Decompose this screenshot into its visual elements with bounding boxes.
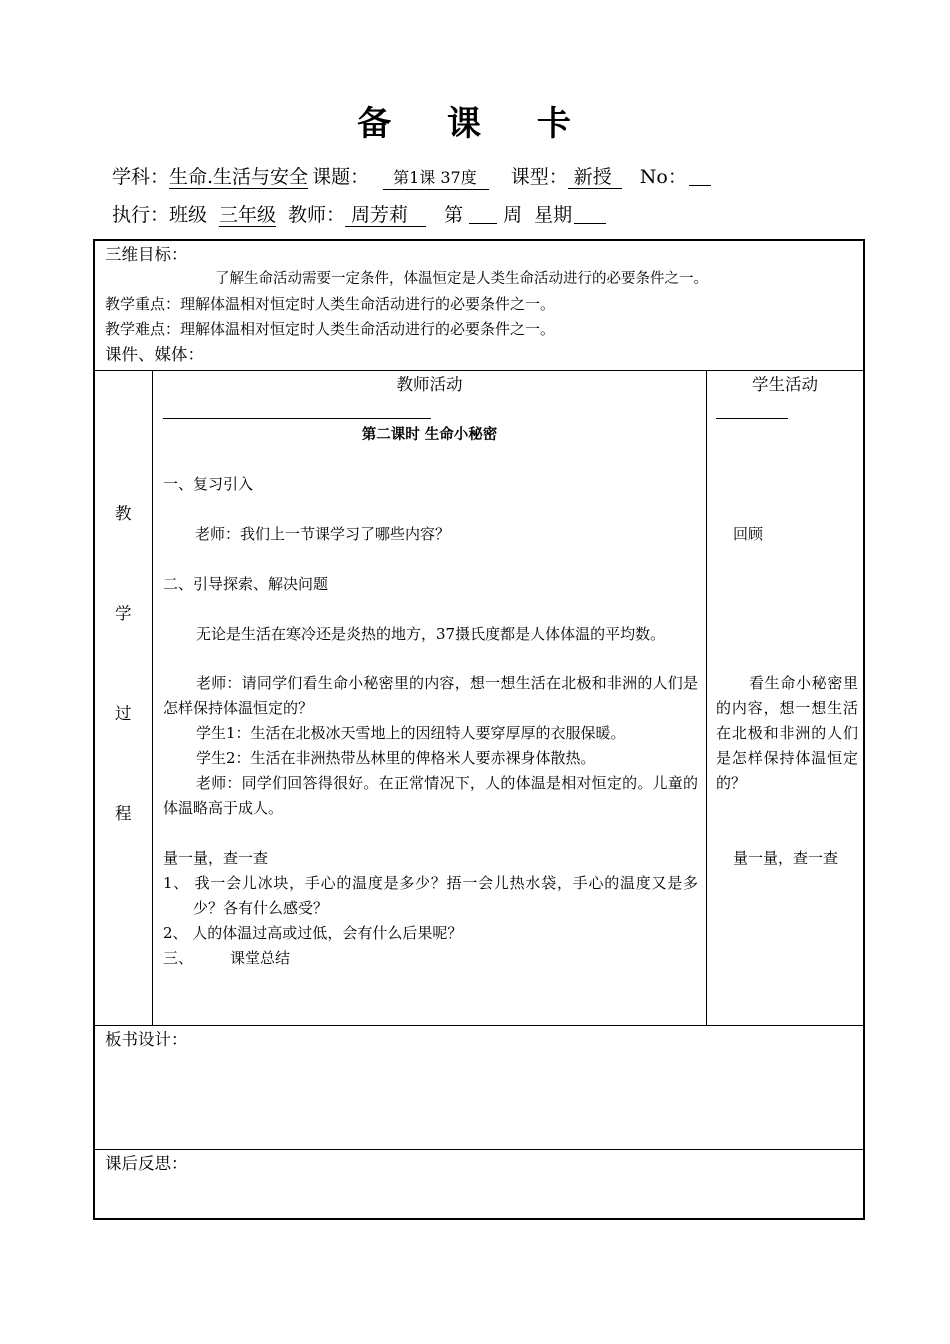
lesson-table <box>93 239 865 1220</box>
topic-value: 第1课 37度 <box>383 167 489 190</box>
weekday-blank <box>574 204 606 224</box>
paragraph: 学生2：生活在非洲热带丛林里的俾格米人要赤裸身体散热。 <box>196 749 596 767</box>
header-underline <box>716 418 788 419</box>
type-label: 课型： <box>510 166 568 188</box>
section-heading-text: 课堂总结 <box>230 949 291 967</box>
exec-label: 执行：班级 <box>112 204 208 226</box>
col-divider <box>152 370 153 1026</box>
paragraph: 老师：同学们回答得很好。在正常情况下，人的体温是相对恒定的。儿童的体温略高于成人。 <box>163 774 698 817</box>
student-activity-header: 学生活动 <box>752 375 818 394</box>
section-heading-num: 三、 <box>163 949 194 967</box>
type-value: 新授 <box>568 166 622 189</box>
teacher-activity-header: 教师活动 <box>396 375 463 394</box>
col-divider <box>706 370 707 1026</box>
week-blank <box>469 204 497 224</box>
question: 1、 我一会儿冰块，手心的温度是多少？捂一会儿热水袋，手心的温度又是多少？各有什么感受？ <box>163 874 698 917</box>
no-blank <box>689 166 711 186</box>
class-value: 三年级 <box>219 204 277 226</box>
topic-label: 课题： <box>312 166 370 188</box>
row-divider <box>95 1025 863 1026</box>
teacher-value: 周芳莉 <box>345 204 426 227</box>
section-heading: 一、复习引入 <box>163 475 254 493</box>
goals-text: 了解生命活动需要一定条件，体温恒定是人类生命活动进行的必要条件之一。 <box>215 271 708 287</box>
section-heading: 二、引导探索、解决问题 <box>163 575 329 593</box>
paragraph: 老师：请同学们看生命小秘密里的内容，想一想生活在北极和非洲的人们是怎样保持体温恒定的？ <box>163 674 698 717</box>
row-divider <box>95 370 863 371</box>
key-point: 教学重点：理解体温相对恒定时人类生命活动进行的必要条件之一。 <box>105 295 556 313</box>
student-note: 回顾 <box>733 525 764 543</box>
goals-label: 三维目标： <box>105 245 188 264</box>
side-char: 程 <box>115 804 132 823</box>
weekday-label: 星期 <box>534 204 573 226</box>
activity-heading: 量一量，查一查 <box>163 849 269 867</box>
side-char: 教 <box>115 504 132 523</box>
header-line-1 <box>112 165 711 190</box>
question: 2、 人的体温过高或过低，会有什么后果呢？ <box>163 924 463 942</box>
header-underline <box>163 418 431 419</box>
paragraph: 学生1：生活在北极冰天雪地上的因纽特人要穿厚厚的衣服保暖。 <box>196 724 626 742</box>
no-label: No： <box>639 166 687 188</box>
media-label: 课件、媒体： <box>105 345 204 364</box>
subject-label: 学科： <box>112 166 170 188</box>
subject-value: 生命.生活与安全 <box>169 166 309 188</box>
header-line-2 <box>112 203 606 227</box>
student-note: 看生命小秘密里的内容，想一想生活在北极和非洲的人们是怎样保持体温恒定的？ <box>716 674 858 792</box>
board-design-label: 板书设计： <box>105 1030 188 1049</box>
page-title: 备 课 卡 <box>357 104 593 144</box>
teacher-line: 老师：我们上一节课学习了哪些内容？ <box>195 525 451 543</box>
row-divider <box>95 1149 863 1150</box>
teacher-label: 教师： <box>288 204 346 226</box>
lesson-title: 第二课时 生命小秘密 <box>361 427 498 443</box>
reflection-label: 课后反思： <box>105 1154 188 1173</box>
side-char: 过 <box>115 704 132 723</box>
difficulty: 教学难点：理解体温相对恒定时人类生命活动进行的必要条件之一。 <box>105 320 556 338</box>
paragraph: 无论是生活在寒冷还是炎热的地方，37摄氏度都是人体体温的平均数。 <box>196 625 666 643</box>
student-note: 量一量，查一查 <box>733 849 839 867</box>
side-char: 学 <box>115 604 132 623</box>
week-suffix: 周 <box>503 204 523 226</box>
week-prefix: 第 <box>444 204 464 226</box>
